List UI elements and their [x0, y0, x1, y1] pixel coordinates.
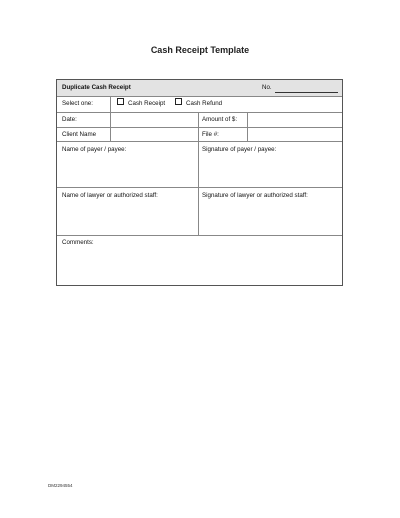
- date-label: Date:: [62, 116, 77, 123]
- divider: [57, 96, 342, 97]
- client-name-label: Client Name: [62, 131, 97, 138]
- number-field[interactable]: [275, 92, 338, 93]
- select-label: Select one:: [62, 100, 93, 107]
- cash-receipt-option-label: Cash Receipt: [128, 100, 166, 107]
- comments-field[interactable]: [58, 248, 341, 284]
- file-number-label: File #:: [202, 131, 219, 138]
- cash-refund-checkbox[interactable]: [175, 98, 182, 105]
- payer-name-field[interactable]: [58, 155, 197, 186]
- divider: [57, 141, 342, 142]
- payer-name-label: Name of payer / payee:: [62, 146, 127, 153]
- cash-refund-option-label: Cash Refund: [186, 100, 223, 107]
- cash-receipt-form: [56, 79, 343, 286]
- payer-signature-label: Signature of payer / payee:: [202, 146, 277, 153]
- payer-signature-field[interactable]: [199, 155, 341, 186]
- amount-field[interactable]: [248, 113, 341, 126]
- file-number-field[interactable]: [248, 128, 341, 140]
- cash-receipt-checkbox[interactable]: [117, 98, 124, 105]
- amount-label: Amount of $:: [202, 116, 238, 123]
- date-field[interactable]: [111, 113, 197, 126]
- lawyer-signature-label: Signature of lawyer or authorized staff:: [202, 192, 308, 199]
- form-header-title: Duplicate Cash Receipt: [62, 84, 131, 91]
- lawyer-name-field[interactable]: [58, 201, 197, 234]
- number-label: No.: [262, 84, 272, 91]
- divider: [57, 187, 342, 188]
- lawyer-name-label: Name of lawyer or authorized staff:: [62, 192, 158, 199]
- comments-label: Comments:: [62, 239, 94, 246]
- lawyer-signature-field[interactable]: [199, 201, 341, 234]
- divider: [57, 235, 342, 236]
- page-title: Cash Receipt Template: [150, 45, 250, 55]
- document-code: DM2294554: [48, 483, 73, 488]
- client-name-field[interactable]: [111, 128, 197, 140]
